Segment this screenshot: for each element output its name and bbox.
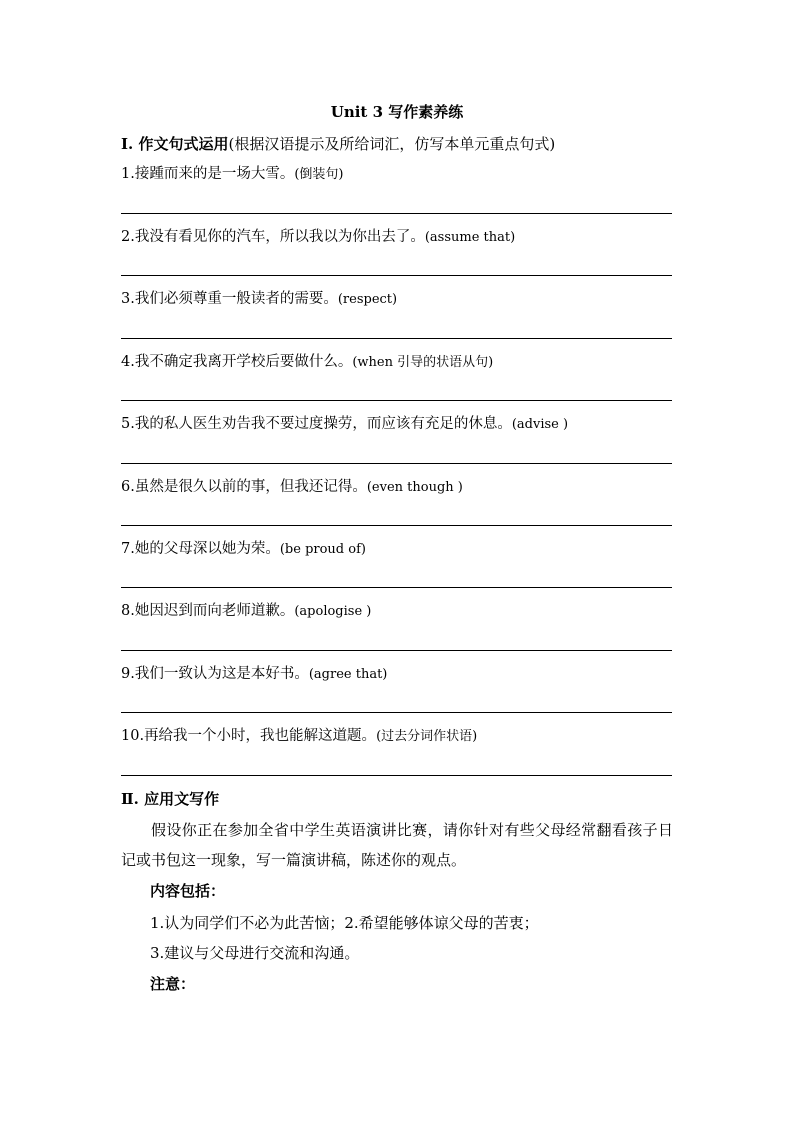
section1-heading — [121, 134, 555, 154]
answer-line-2[interactable] — [121, 275, 672, 276]
answer-line-5[interactable] — [121, 463, 672, 464]
item-10-text: 10.再给我一个小时，我也能解这道题。 — [121, 728, 377, 744]
exercise-item-5 — [121, 414, 568, 435]
answer-line-9[interactable] — [121, 712, 672, 713]
note-label: 注意： — [150, 975, 196, 993]
writing-task-paragraph: 假设你正在参加全省中学生英语演讲比赛，请你针对有些父母经常翻看孩子日记或书包这一现象，写一篇演讲稿，陈述你的观点。 — [121, 821, 673, 869]
answer-line-8[interactable] — [121, 650, 672, 651]
item-4-hint: (when 引导的状语从句) — [352, 355, 494, 370]
exercise-item-2 — [121, 227, 515, 248]
exercise-item-3 — [121, 289, 397, 310]
item-9-hint: (agree that) — [308, 667, 388, 682]
item-6-text: 6.虽然是很久以前的事，但我还记得。 — [121, 479, 367, 495]
item-2-hint: (assume that) — [424, 230, 516, 245]
item-1-hint: (倒装句) — [294, 167, 344, 182]
item-3-text: 3.我们必须尊重一般读者的需要。 — [121, 291, 338, 307]
answer-line-10[interactable] — [121, 775, 672, 776]
section1-label: Ⅰ. 作文句式运用 — [121, 135, 229, 153]
content-label: 内容包括： — [150, 882, 226, 900]
item-6-hint: (even though ) — [366, 480, 463, 495]
item-8-hint: (apologise ) — [294, 604, 372, 619]
item-5-text: 5.我的私人医生劝告我不要过度操劳，而应该有充足的休息。 — [121, 416, 512, 432]
exercise-item-4 — [121, 352, 493, 373]
answer-line-1[interactable] — [121, 213, 672, 214]
item-3-hint: (respect) — [337, 292, 398, 307]
item-5-hint: (advise ) — [511, 417, 569, 432]
exercise-item-1 — [121, 164, 344, 185]
item-10-hint: (过去分词作状语) — [376, 729, 478, 744]
page-title: Unit 3 写作素养练 — [330, 103, 464, 121]
item-4-text: 4.我不确定我离开学校后要做什么。 — [121, 354, 353, 370]
item-1-text: 1.接踵而来的是一场大雪。 — [121, 166, 295, 182]
item-2-text: 2.我没有看见你的汽车，所以我以为你出去了。 — [121, 229, 425, 245]
content-points-line-2: 3.建议与父母进行交流和沟通。 — [150, 944, 360, 962]
answer-line-6[interactable] — [121, 525, 672, 526]
section1-instruction: (根据汉语提示及所给词汇，仿写本单元重点句式) — [228, 135, 556, 153]
exercise-item-7 — [121, 539, 366, 560]
item-8-text: 8.她因迟到而向老师道歉。 — [121, 603, 295, 619]
exercise-item-10 — [121, 726, 477, 747]
item-7-hint: (be proud of) — [279, 542, 366, 557]
item-9-text: 9.我们一致认为这是本好书。 — [121, 666, 309, 682]
item-7-text: 7.她的父母深以她为荣。 — [121, 541, 280, 557]
exercise-item-9 — [121, 664, 387, 685]
answer-line-7[interactable] — [121, 587, 672, 588]
content-points-line-1: 1.认为同学们不必为此苦恼；2.希望能够体谅父母的苦衷； — [150, 914, 539, 932]
answer-line-3[interactable] — [121, 338, 672, 339]
section2-label: Ⅱ. 应用文写作 — [121, 790, 220, 808]
section2-heading — [121, 789, 219, 809]
exercise-item-6 — [121, 477, 463, 498]
answer-line-4[interactable] — [121, 400, 672, 401]
exercise-item-8 — [121, 601, 371, 622]
